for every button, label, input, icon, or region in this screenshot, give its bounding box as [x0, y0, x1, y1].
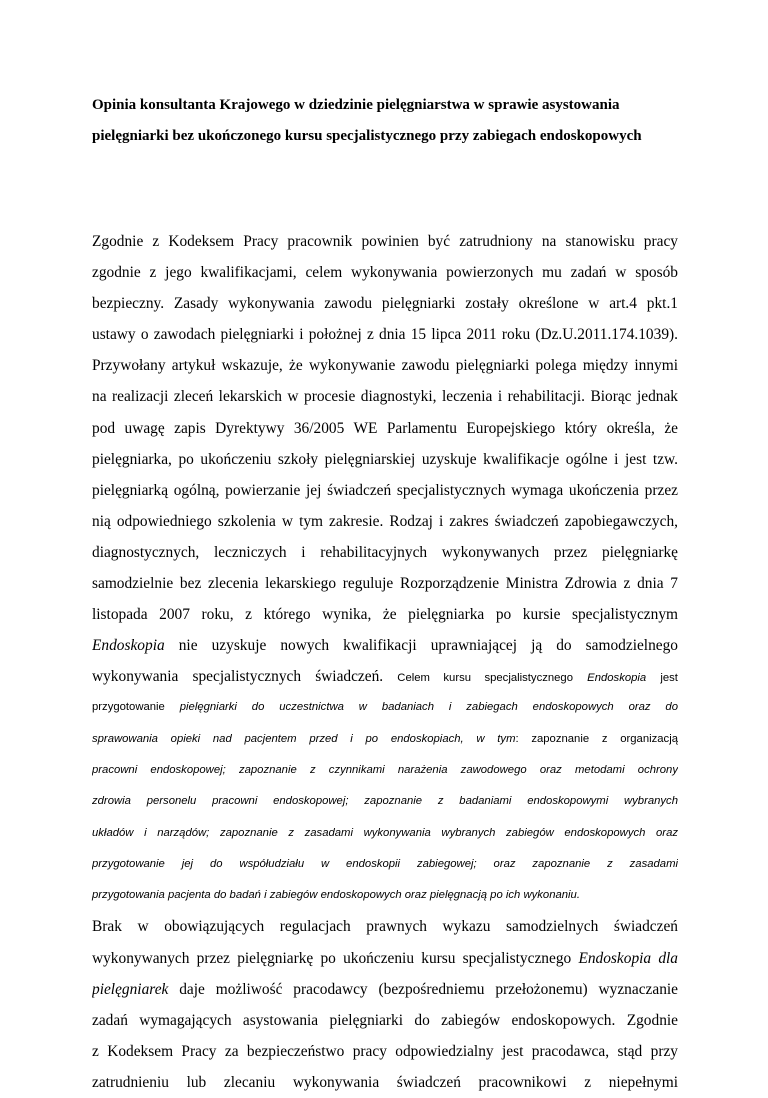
- body-line: listopada 2007 roku, z którego wynika, że pielęgniarka po kursie specjalistycznym: [92, 606, 678, 624]
- body-line: na realizacji zleceń lekarskich w procesie diagnostyki, leczenia i rehabilitacji. Biorąc jednak: [92, 388, 678, 406]
- document-body: [92, 226, 678, 1098]
- body-line-small: przygotowanie jej do współudziału w endoskopii zabiegowej; oraz zapoznanie z zasadami: [92, 857, 678, 870]
- body-line: Zgodnie z Kodeksem Pracy pracownik powinien być zatrudniony na stanowisku pracy: [92, 233, 678, 250]
- endoskopia-term: Endoskopia: [587, 672, 647, 685]
- body-line: [92, 661, 678, 692]
- body-line: samodzielnie bez zlecenia lekarskiego reguluje Rozporządzenie Ministra Zdrowia z dnia 7: [92, 575, 678, 593]
- course-name-italic: Endoskopia dla: [578, 949, 678, 967]
- body-line: [92, 943, 678, 974]
- body-line: z Kodeksem Pracy za bezpieczeństwo pracy odpowiedzialny jest pracodawca, stąd przy: [92, 1042, 678, 1060]
- body-text-sans: : zapoznanie z organizacją: [515, 732, 678, 745]
- body-text-sans: jest: [660, 672, 678, 685]
- body-line: pod uwagę zapis Dyrektywy 36/2005 WE Parlamentu Europejskiego który określa, że: [92, 419, 678, 437]
- body-line: nią odpowiedniego szkolenia w tym zakresie. Rodzaj i zakres świadczeń zapobiegawczych,: [92, 512, 678, 530]
- endoskopia-term: Endoskopia: [92, 637, 165, 655]
- body-line-small: zdrowia personelu pracowni endoskopowej; zapoznanie z badaniami endoskopowymi wybranych: [92, 795, 678, 808]
- body-text-sans: przygotowanie: [92, 701, 165, 714]
- document-title: [92, 90, 692, 152]
- title-line-1: Opinia konsultanta Krajowego w dziedzinie pielęgniarstwa w sprawie asystowania: [92, 97, 620, 113]
- body-text-italic: pielęgniarki do uczestnictwa w badaniach i zabiegach endoskopowych oraz do: [179, 701, 678, 714]
- body-text-sans: Celem kursu specjalistycznego: [397, 672, 573, 685]
- body-line: diagnostycznych, leczniczych i rehabilitacyjnych wykonywanych przez pielęgniarkę: [92, 543, 678, 561]
- body-line: pielęgniarką ogólną, powierzanie jej świadczeń specjalistycznych wymaga ukończenia przez: [92, 481, 678, 499]
- body-line: Przywołany artykuł wskazuje, że wykonywanie zawodu pielęgniarki polega między innymi: [92, 357, 678, 375]
- body-text: wykonywanych przez pielęgniarkę po ukończeniu kursu specjalistycznego: [92, 949, 572, 967]
- body-line: bezpieczny. Zasady wykonywania zawodu pielęgniarki zostały określone w art.4 pkt.1: [92, 295, 678, 313]
- body-line-small: pracowni endoskopowej; zapoznanie z czynnikami narażenia zawodowego oraz metodami ochrony: [92, 764, 678, 776]
- body-line-small: układów i narządów; zapoznanie z zasadami wykonywania wybranych zabiegów endoskopowych oraz: [92, 826, 678, 839]
- body-line: zatrudnieniu lub zlecaniu wykonywania świadczeń pracownikowi z niepełnymi: [92, 1073, 678, 1091]
- body-text-italic: sprawowania opieki nad pacjentem przed i po endoskopiach, w tym: [92, 732, 516, 745]
- body-line: zgodnie z jego kwalifikacjami, celem wykonywania powierzonych mu zadań w sposób: [92, 264, 678, 282]
- title-line-2: pielęgniarki bez ukończonego kursu specjalistycznego przy zabiegach endoskopowych: [92, 128, 642, 144]
- body-line: ustawy o zawodach pielęgniarki i położnej z dnia 15 lipca 2011 roku (Dz.U.2011.174.1039).: [92, 326, 678, 344]
- body-line-small: [92, 692, 678, 723]
- body-line: Brak w obowiązujących regulacjach prawnych wykazu samodzielnych świadczeń: [92, 918, 678, 936]
- body-text: daje możliwość pracodawcy (bezpośredniemu przełożonemu) wyznaczanie: [168, 980, 678, 998]
- body-line: pielęgniarka, po ukończeniu szkoły pielęgniarskiej uzyskuje kwalifikacje ogólne i jest tzw.: [92, 450, 678, 468]
- body-line-small: [92, 724, 678, 755]
- course-name-italic: pielęgniarek: [92, 980, 169, 998]
- body-line: zadań wymagających asystowania pielęgniarki do zabiegów endoskopowych. Zgodnie: [92, 1011, 678, 1029]
- body-line: [92, 974, 678, 1005]
- body-text: wykonywania specjalistycznych świadczeń.: [92, 668, 384, 686]
- body-line: [92, 630, 678, 661]
- body-line-small: przygotowania pacjenta do badań i zabiegów endoskopowych oraz pielęgnacją po ich wykonaniu.: [92, 889, 580, 902]
- body-text: nie uzyskuje nowych kwalifikacji uprawniającej ją do samodzielnego: [178, 637, 678, 655]
